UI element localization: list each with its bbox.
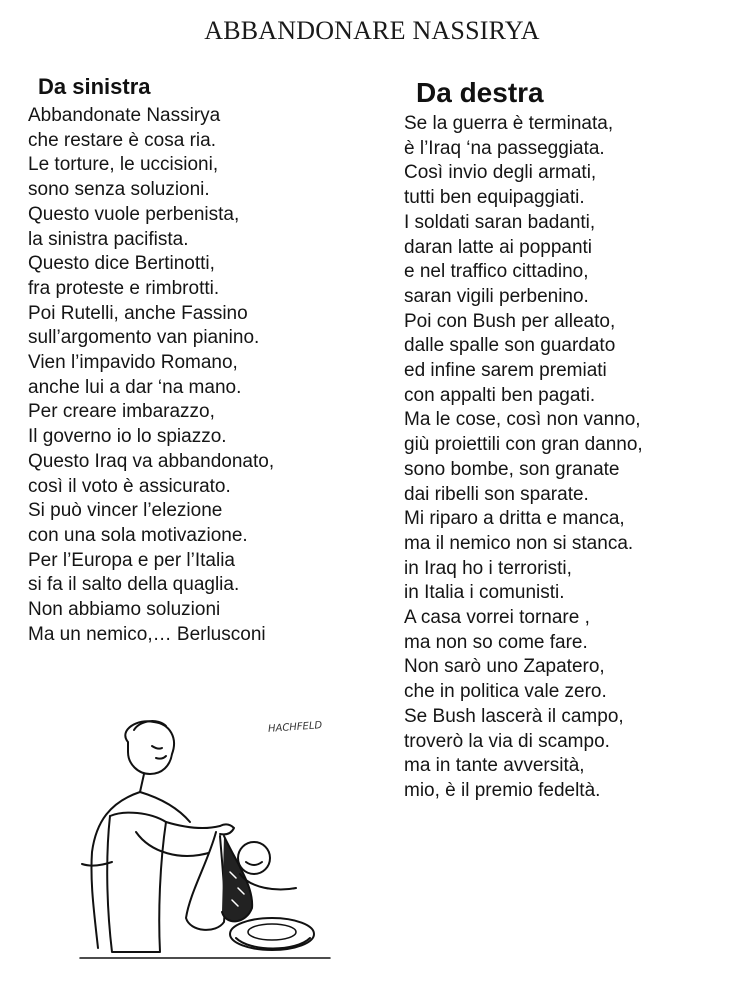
left-poem-line: così il voto è assicurato. <box>28 475 231 497</box>
left-poem-line: Per l’Europa e per l’Italia <box>28 549 235 571</box>
right-poem-line: in Iraq ho i terroristi, <box>404 557 572 579</box>
left-poem-line: Le torture, le uccisioni, <box>28 154 219 176</box>
right-poem-line: in Italia i comunisti. <box>404 582 565 604</box>
left-poem-lines <box>28 104 388 647</box>
cartoon-signature: HACHFELD <box>267 720 323 735</box>
left-poem-line: si fa il salto della quaglia. <box>28 574 240 596</box>
right-poem-line: Non sarò uno Zapatero, <box>404 656 605 678</box>
page-title: ABBANDONARE NASSIRYA <box>204 16 540 45</box>
right-poem-line: tutti ben equipaggiati. <box>404 187 585 209</box>
right-poem-line: A casa vorrei tornare , <box>404 607 590 629</box>
left-poem-line: la sinistra pacifista. <box>28 228 189 250</box>
left-poem-line: Il governo io lo spiazzo. <box>28 426 227 448</box>
right-poem-line: mio, è il premio fedeltà. <box>404 779 601 801</box>
right-poem-line: I soldati saran badanti, <box>404 211 596 233</box>
left-poem-line: Si può vincer l’elezione <box>28 500 223 522</box>
left-poem-line: Per creare imbarazzo, <box>28 401 215 423</box>
left-poem-line: Abbandonate Nassirya <box>28 105 221 126</box>
left-poem-line: sono senza soluzioni. <box>28 179 210 201</box>
left-poem-line: Poi Rutelli, anche Fassino <box>28 302 248 324</box>
left-poem-line: Vien l’impavido Romano, <box>28 352 238 374</box>
right-poem-line: ma in tante avversità, <box>404 755 585 777</box>
right-poem-line: Se Bush lascerà il campo, <box>404 705 624 727</box>
left-poem-line: Non abbiamo soluzioni <box>28 599 221 621</box>
left-poem-line: Questo vuole perbenista, <box>28 203 240 225</box>
right-poem-line: dai ribelli son sparate. <box>404 483 589 505</box>
left-poem-line: Questo Iraq va abbandonato, <box>28 450 275 472</box>
right-column-heading: Da destra <box>416 77 544 108</box>
right-poem-line: Poi con Bush per alleato, <box>404 310 616 332</box>
cartoon-illustration <box>40 712 340 972</box>
right-poem-line: troverò la via di scampo. <box>404 730 610 752</box>
right-poem-line: Mi riparo a dritta e manca, <box>404 508 625 530</box>
left-poem-line: con una sola motivazione. <box>28 524 248 546</box>
left-poem-line: che restare è cosa ria. <box>28 129 216 151</box>
right-poem-line: ma non so come fare. <box>404 631 588 653</box>
left-poem-line: anche lui a dar ‘na mano. <box>28 376 242 398</box>
right-poem-line: Ma le cose, così non vanno, <box>404 409 641 431</box>
right-poem-line: con appalti ben pagati. <box>404 384 596 406</box>
left-poem-column <box>28 72 388 647</box>
right-poem-line: e nel traffico cittadino, <box>404 261 589 283</box>
right-poem-line: giù proiettili con gran danno, <box>404 434 643 456</box>
right-poem-line: sono bombe, son granate <box>404 458 620 480</box>
right-poem-line: Così invio degli armati, <box>404 162 597 184</box>
right-poem-line: daran latte ai poppanti <box>404 236 593 258</box>
right-poem-line: dalle spalle son guardato <box>404 335 616 357</box>
right-poem-line: ed infine sarem premiati <box>404 360 607 382</box>
left-column-heading: Da sinistra <box>38 74 151 99</box>
left-poem-line: Questo dice Bertinotti, <box>28 253 215 275</box>
left-poem-line: sull’argomento van pianino. <box>28 327 260 349</box>
right-poem-line: ma il nemico non si stanca. <box>404 532 634 554</box>
right-poem-column <box>404 76 734 804</box>
left-poem-line: Ma un nemico,… Berlusconi <box>28 623 266 645</box>
right-poem-line: Se la guerra è terminata, <box>404 113 614 134</box>
right-poem-lines <box>404 112 734 804</box>
right-poem-line: saran vigili perbenino. <box>404 285 589 307</box>
right-poem-line: è l’Iraq ‘na passeggiata. <box>404 137 605 159</box>
right-poem-line: che in politica vale zero. <box>404 681 607 703</box>
left-poem-line: fra proteste e rimbrotti. <box>28 277 220 299</box>
